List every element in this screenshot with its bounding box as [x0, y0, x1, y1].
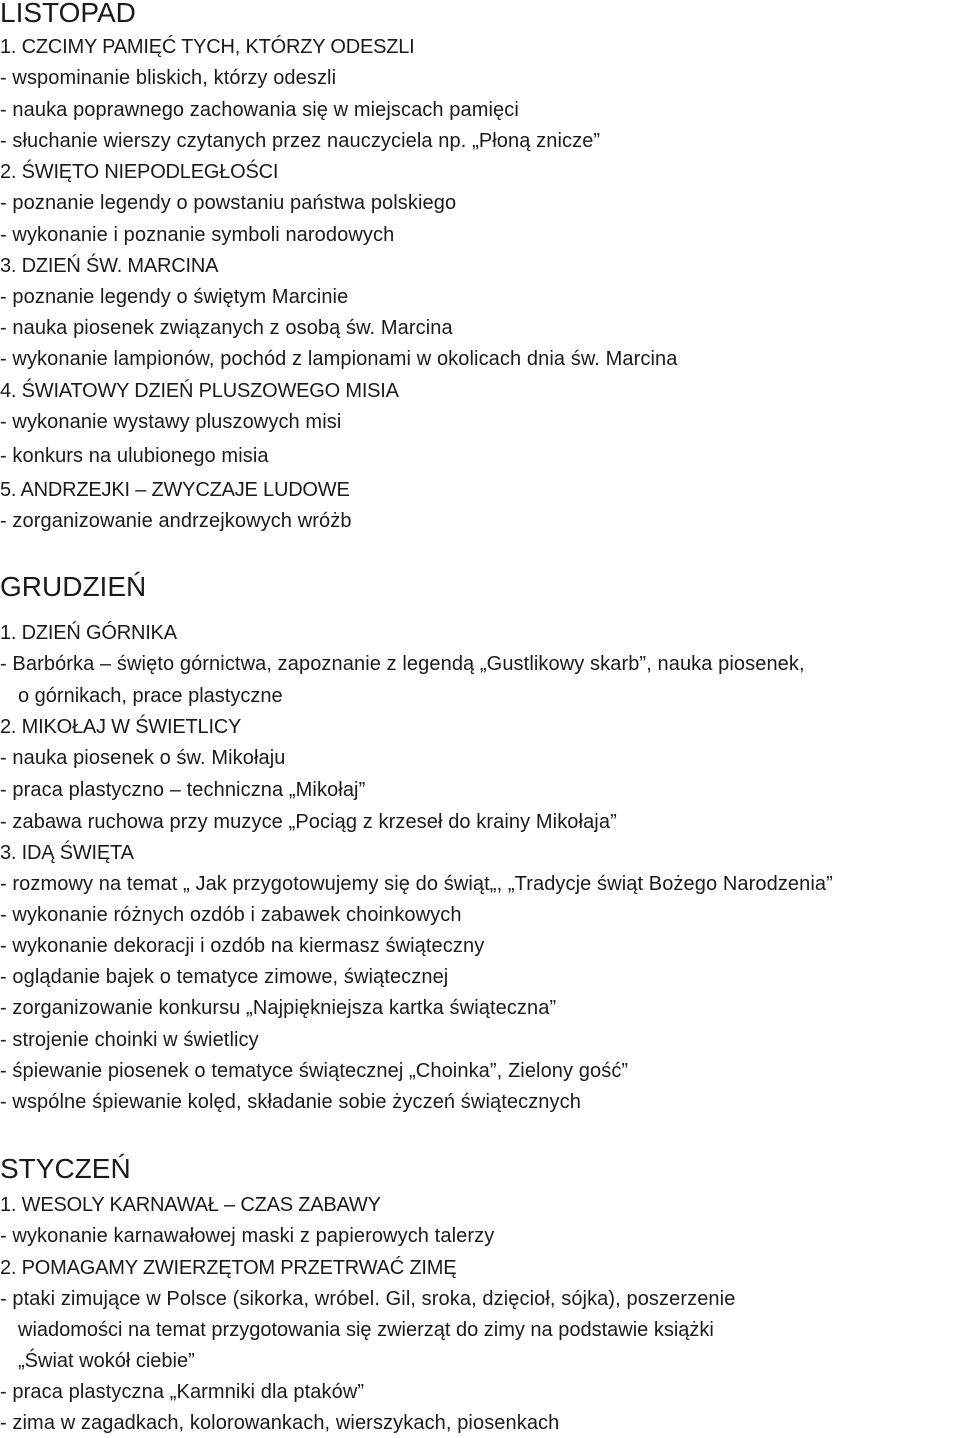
activity-item-continuation: wiadomości na temat przygotowania się zwierząt do zimy na podstawie książki: [18, 1319, 714, 1341]
month-title: STYCZEŃ: [0, 1153, 131, 1184]
activity-item: - zabawa ruchowa przy muzyce „Pociąg z krzeseł do krainy Mikołaja”: [0, 811, 617, 833]
activity-item: - ptaki zimujące w Polsce (sikorka, wróbel. Gil, sroka, dzięcioł, sójka), poszerzenie: [0, 1288, 736, 1310]
topic-heading: 2. POMAGAMY ZWIERZĘTOM PRZETRWAĆ ZIMĘ: [0, 1257, 457, 1279]
topic-heading: 3. DZIEŃ ŚW. MARCINA: [0, 255, 219, 277]
topic-heading: 2. MIKOŁAJ W ŚWIETLICY: [0, 716, 242, 738]
activity-item: - wykonanie wystawy pluszowych misi: [0, 411, 342, 433]
activity-item: - zorganizowanie konkursu „Najpiękniejsza kartka świąteczna”: [0, 997, 557, 1019]
activity-item: - zorganizowanie andrzejkowych wróżb: [0, 510, 352, 532]
activity-item: - oglądanie bajek o tematyce zimowe, świątecznej: [0, 966, 449, 988]
activity-item: - śpiewanie piosenek o tematyce świątecznej „Choinka”, Zielony gość”: [0, 1060, 629, 1082]
activity-item: - konkurs na ulubionego misia: [0, 445, 269, 467]
activity-item: - nauka poprawnego zachowania się w miejscach pamięci: [0, 99, 519, 121]
topic-heading: 4. ŚWIATOWY DZIEŃ PLUSZOWEGO MISIA: [0, 380, 399, 402]
activity-item: - rozmowy na temat „ Jak przygotowujemy się do świąt„, „Tradycje świąt Bożego Narodzenia”: [0, 873, 833, 895]
activity-item: - zima w zagadkach, kolorowankach, wierszykach, piosenkach: [0, 1412, 560, 1434]
month-title: GRUDZIEŃ: [0, 571, 147, 602]
topic-heading: 1. DZIEŃ GÓRNIKA: [0, 622, 177, 644]
activity-item: - słuchanie wierszy czytanych przez nauczyciela np. „Płoną znicze”: [0, 130, 601, 152]
activity-item: - poznanie legendy o świętym Marcinie: [0, 286, 349, 308]
activity-item: - praca plastyczna „Karmniki dla ptaków”: [0, 1381, 365, 1403]
activity-item: - strojenie choinki w świetlicy: [0, 1029, 259, 1051]
activity-item: - wykonanie lampionów, pochód z lampionami w okolicach dnia św. Marcina: [0, 348, 678, 370]
topic-heading: 1. WESOLY KARNAWAŁ – CZAS ZABAWY: [0, 1194, 381, 1216]
activity-item: - nauka piosenek związanych z osobą św. Marcina: [0, 317, 453, 339]
topic-heading: 1. CZCIMY PAMIĘĆ TYCH, KTÓRZY ODESZLI: [0, 36, 415, 58]
activity-item: - wykonanie karnawałowej maski z papierowych talerzy: [0, 1225, 495, 1247]
topic-heading: 5. ANDRZEJKI – ZWYCZAJE LUDOWE: [0, 479, 350, 501]
activity-item: - poznanie legendy o powstaniu państwa polskiego: [0, 192, 457, 214]
activity-item: - wykonanie różnych ozdób i zabawek choinkowych: [0, 904, 462, 926]
activity-item: - wspólne śpiewanie kolęd, składanie sobie życzeń świątecznych: [0, 1091, 581, 1113]
activity-item: - praca plastyczno – techniczna „Mikołaj”: [0, 779, 366, 801]
activity-item: - wykonanie dekoracji i ozdób na kiermasz świąteczny: [0, 935, 485, 957]
activity-item: - nauka piosenek o św. Mikołaju: [0, 747, 286, 769]
activity-item: - wykonanie i poznanie symboli narodowych: [0, 224, 395, 246]
topic-heading: 2. ŚWIĘTO NIEPODLEGŁOŚCI: [0, 161, 279, 183]
topic-heading: 3. IDĄ ŚWIĘTA: [0, 842, 134, 864]
activity-item-continuation: „Świat wokół ciebie”: [18, 1350, 195, 1372]
activity-item: - Barbórka – święto górnictwa, zapoznanie z legendą „Gustlikowy skarb”, nauka piosenek,: [0, 653, 805, 675]
month-title: LISTOPAD: [0, 0, 136, 28]
activity-item: - wspominanie bliskich, którzy odeszli: [0, 67, 337, 89]
activity-item-continuation: o górnikach, prace plastyczne: [18, 685, 283, 707]
